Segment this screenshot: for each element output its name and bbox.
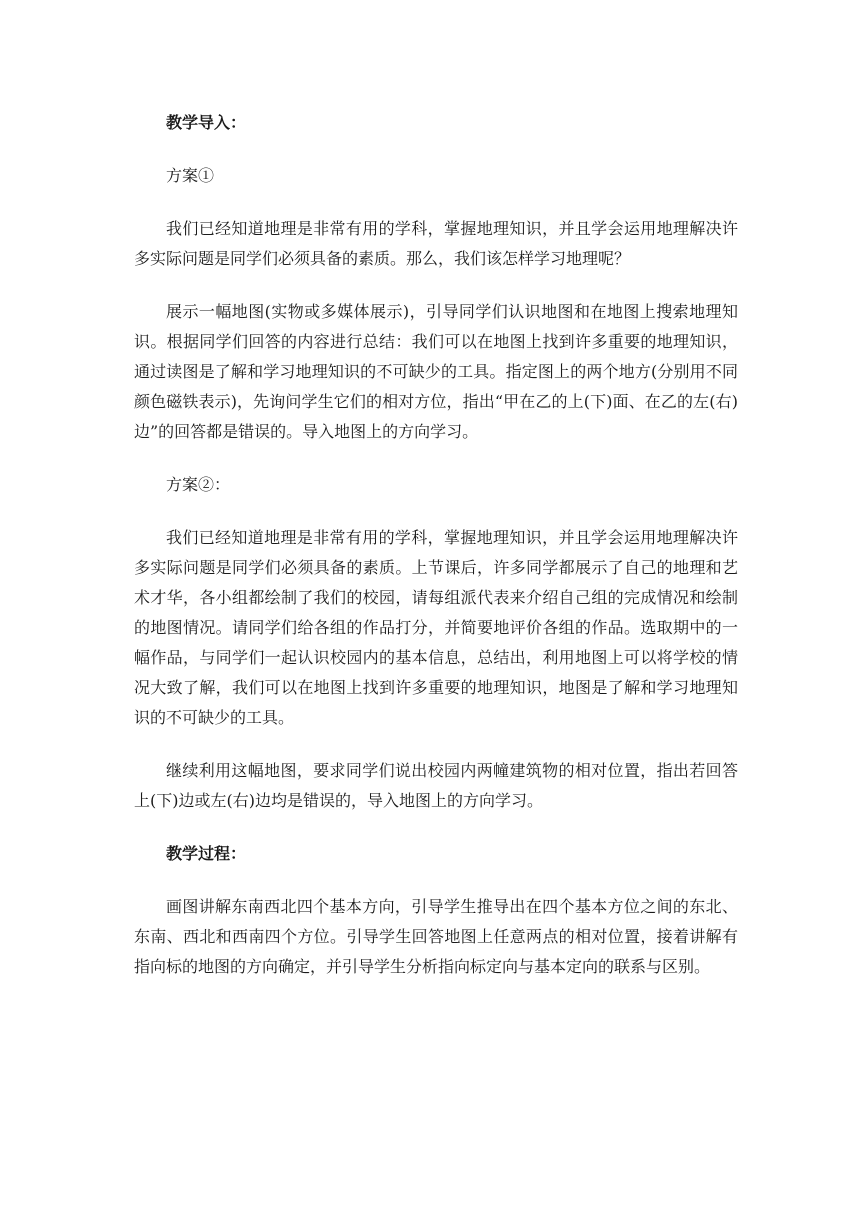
plan-1-paragraph: 展示一幅地图(实物或多媒体展示)，引导同学们认识地图和在地图上搜索地理知识。根据同学们回答的内容进行总结：我们可以在地图上找到许多重要的地理知识，通过读图是了解和学习地理知识的不可缺少的工具。指定图上的两个地方(分别用不同颜色磁铁表示)，先询问学生它们的相对方位，指出“甲在乙的上(下)面、在乙的左(右)边”的回答都是错误的。导入地图上的方向学习。 bbox=[134, 302, 738, 441]
plan-2-label: 方案②： bbox=[166, 475, 231, 494]
section-heading-intro: 教学导入： bbox=[166, 113, 247, 132]
section-heading-process: 教学过程： bbox=[166, 844, 247, 863]
plan-2-paragraph: 我们已经知道地理是非常有用的学科，掌握地理知识，并且学会运用地理解决许多实际问题是同学们必须具备的素质。上节课后，许多同学都展示了自己的地理和艺术才华，各小组都绘制了我们的校园，请每组派代表来介绍自己组的完成情况和绘制的地图情况。请同学们给各组的作品打分，并简要地评价各组的作品。选取期中的一幅作品，与同学们一起认识校园内的基本信息，总结出，利用地图上可以将学校的情况大致了解，我们可以在地图上找到许多重要的地理知识，地图是了解和学习地理知识的不可缺少的工具。 bbox=[134, 528, 738, 727]
plan-1-label: 方案① bbox=[166, 166, 215, 185]
process-paragraph: 画图讲解东南西北四个基本方向，引导学生推导出在四个基本方位之间的东北、东南、西北和西南四个方位。引导学生回答地图上任意两点的相对位置，接着讲解有指向标的地图的方向确定，并引导学生分析指向标定向与基本定向的联系与区别。 bbox=[134, 897, 738, 976]
plan-1-paragraph: 我们已经知道地理是非常有用的学科，掌握地理知识，并且学会运用地理解决许多实际问题是同学们必须具备的素质。那么，我们该怎样学习地理呢？ bbox=[134, 219, 738, 268]
plan-2-paragraph: 继续利用这幅地图，要求同学们说出校园内两幢建筑物的相对位置，指出若回答上(下)边或左(右)边均是错误的，导入地图上的方向学习。 bbox=[134, 761, 738, 810]
document-body bbox=[134, 108, 738, 1005]
